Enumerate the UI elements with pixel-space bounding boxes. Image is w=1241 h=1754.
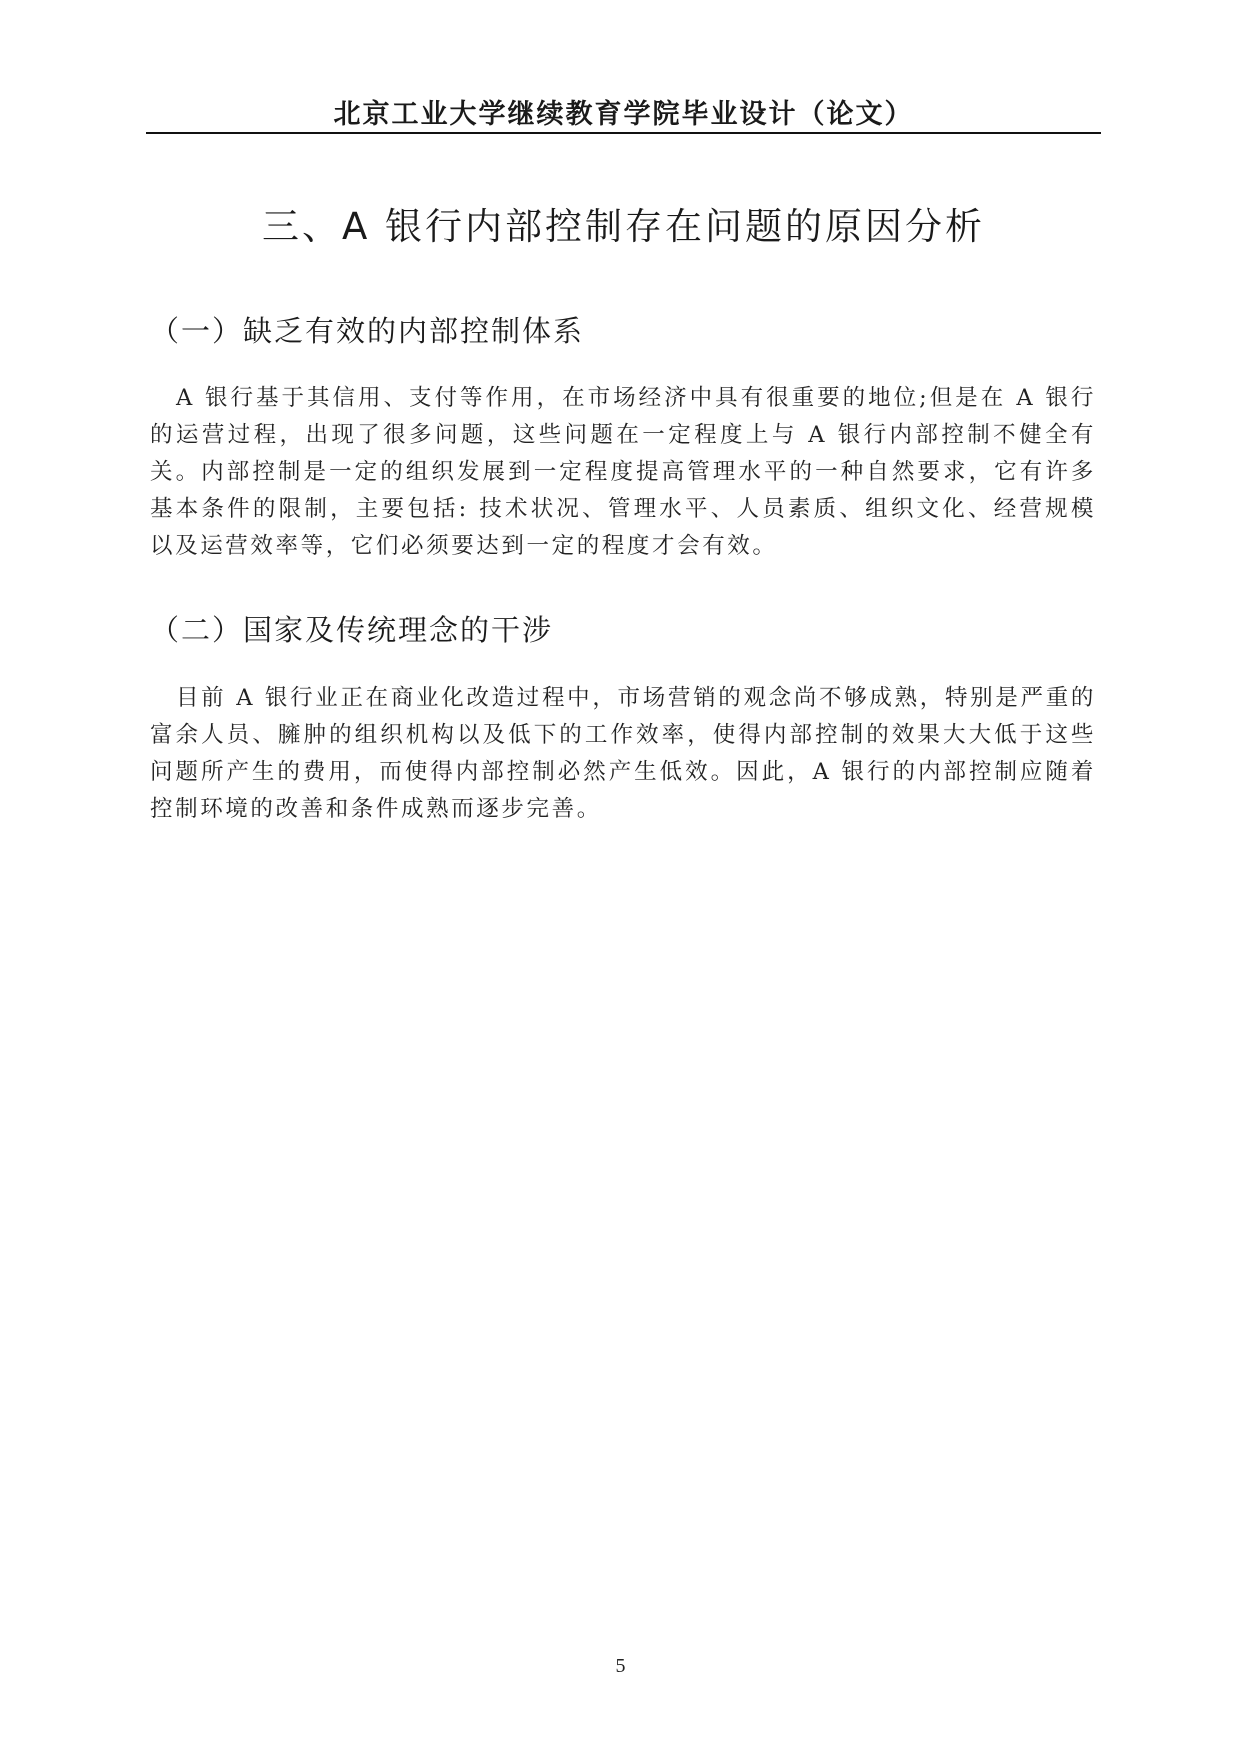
page-number: 5 — [615, 1655, 626, 1677]
header-rule — [146, 132, 1101, 134]
page-header-title: 北京工业大学继续教育学院毕业设计（论文） — [333, 99, 914, 130]
section-paragraph-1: A 银行基于其信用、支付等作用，在市场经济中具有很重要的地位;但是在 A 银行的运营过程，出现了很多问题，这些问题在一定程度上与 A 银行内部控制不健全有关。内部控制是一定的组织发展到一定程度提高管理水平的一种自然要求，它有许多基本条件的限制，主要包括: 技术状况、管理水平、人员素质、组织文化、经营规模以及运营效率等，它们必须要达到一定的程度才会有效。 — [150, 385, 1096, 559]
section-heading-2: （二）国家及传统理念的干涉 — [150, 613, 554, 647]
section-heading-1: （一）缺乏有效的内部控制体系 — [150, 314, 585, 348]
chapter-title: 三、A 银行内部控制存在问题的原因分析 — [261, 205, 986, 248]
section-paragraph-2: 目前 A 银行业正在商业化改造过程中，市场营销的观念尚不够成熟，特别是严重的富余人员、臃肿的组织机构以及低下的工作效率，使得内部控制的效果大大低于这些问题所产生的费用，而使得内部控制必然产生低效。因此，A 银行的内部控制应随着控制环境的改善和条件成熟而逐步完善。 — [150, 685, 1096, 822]
